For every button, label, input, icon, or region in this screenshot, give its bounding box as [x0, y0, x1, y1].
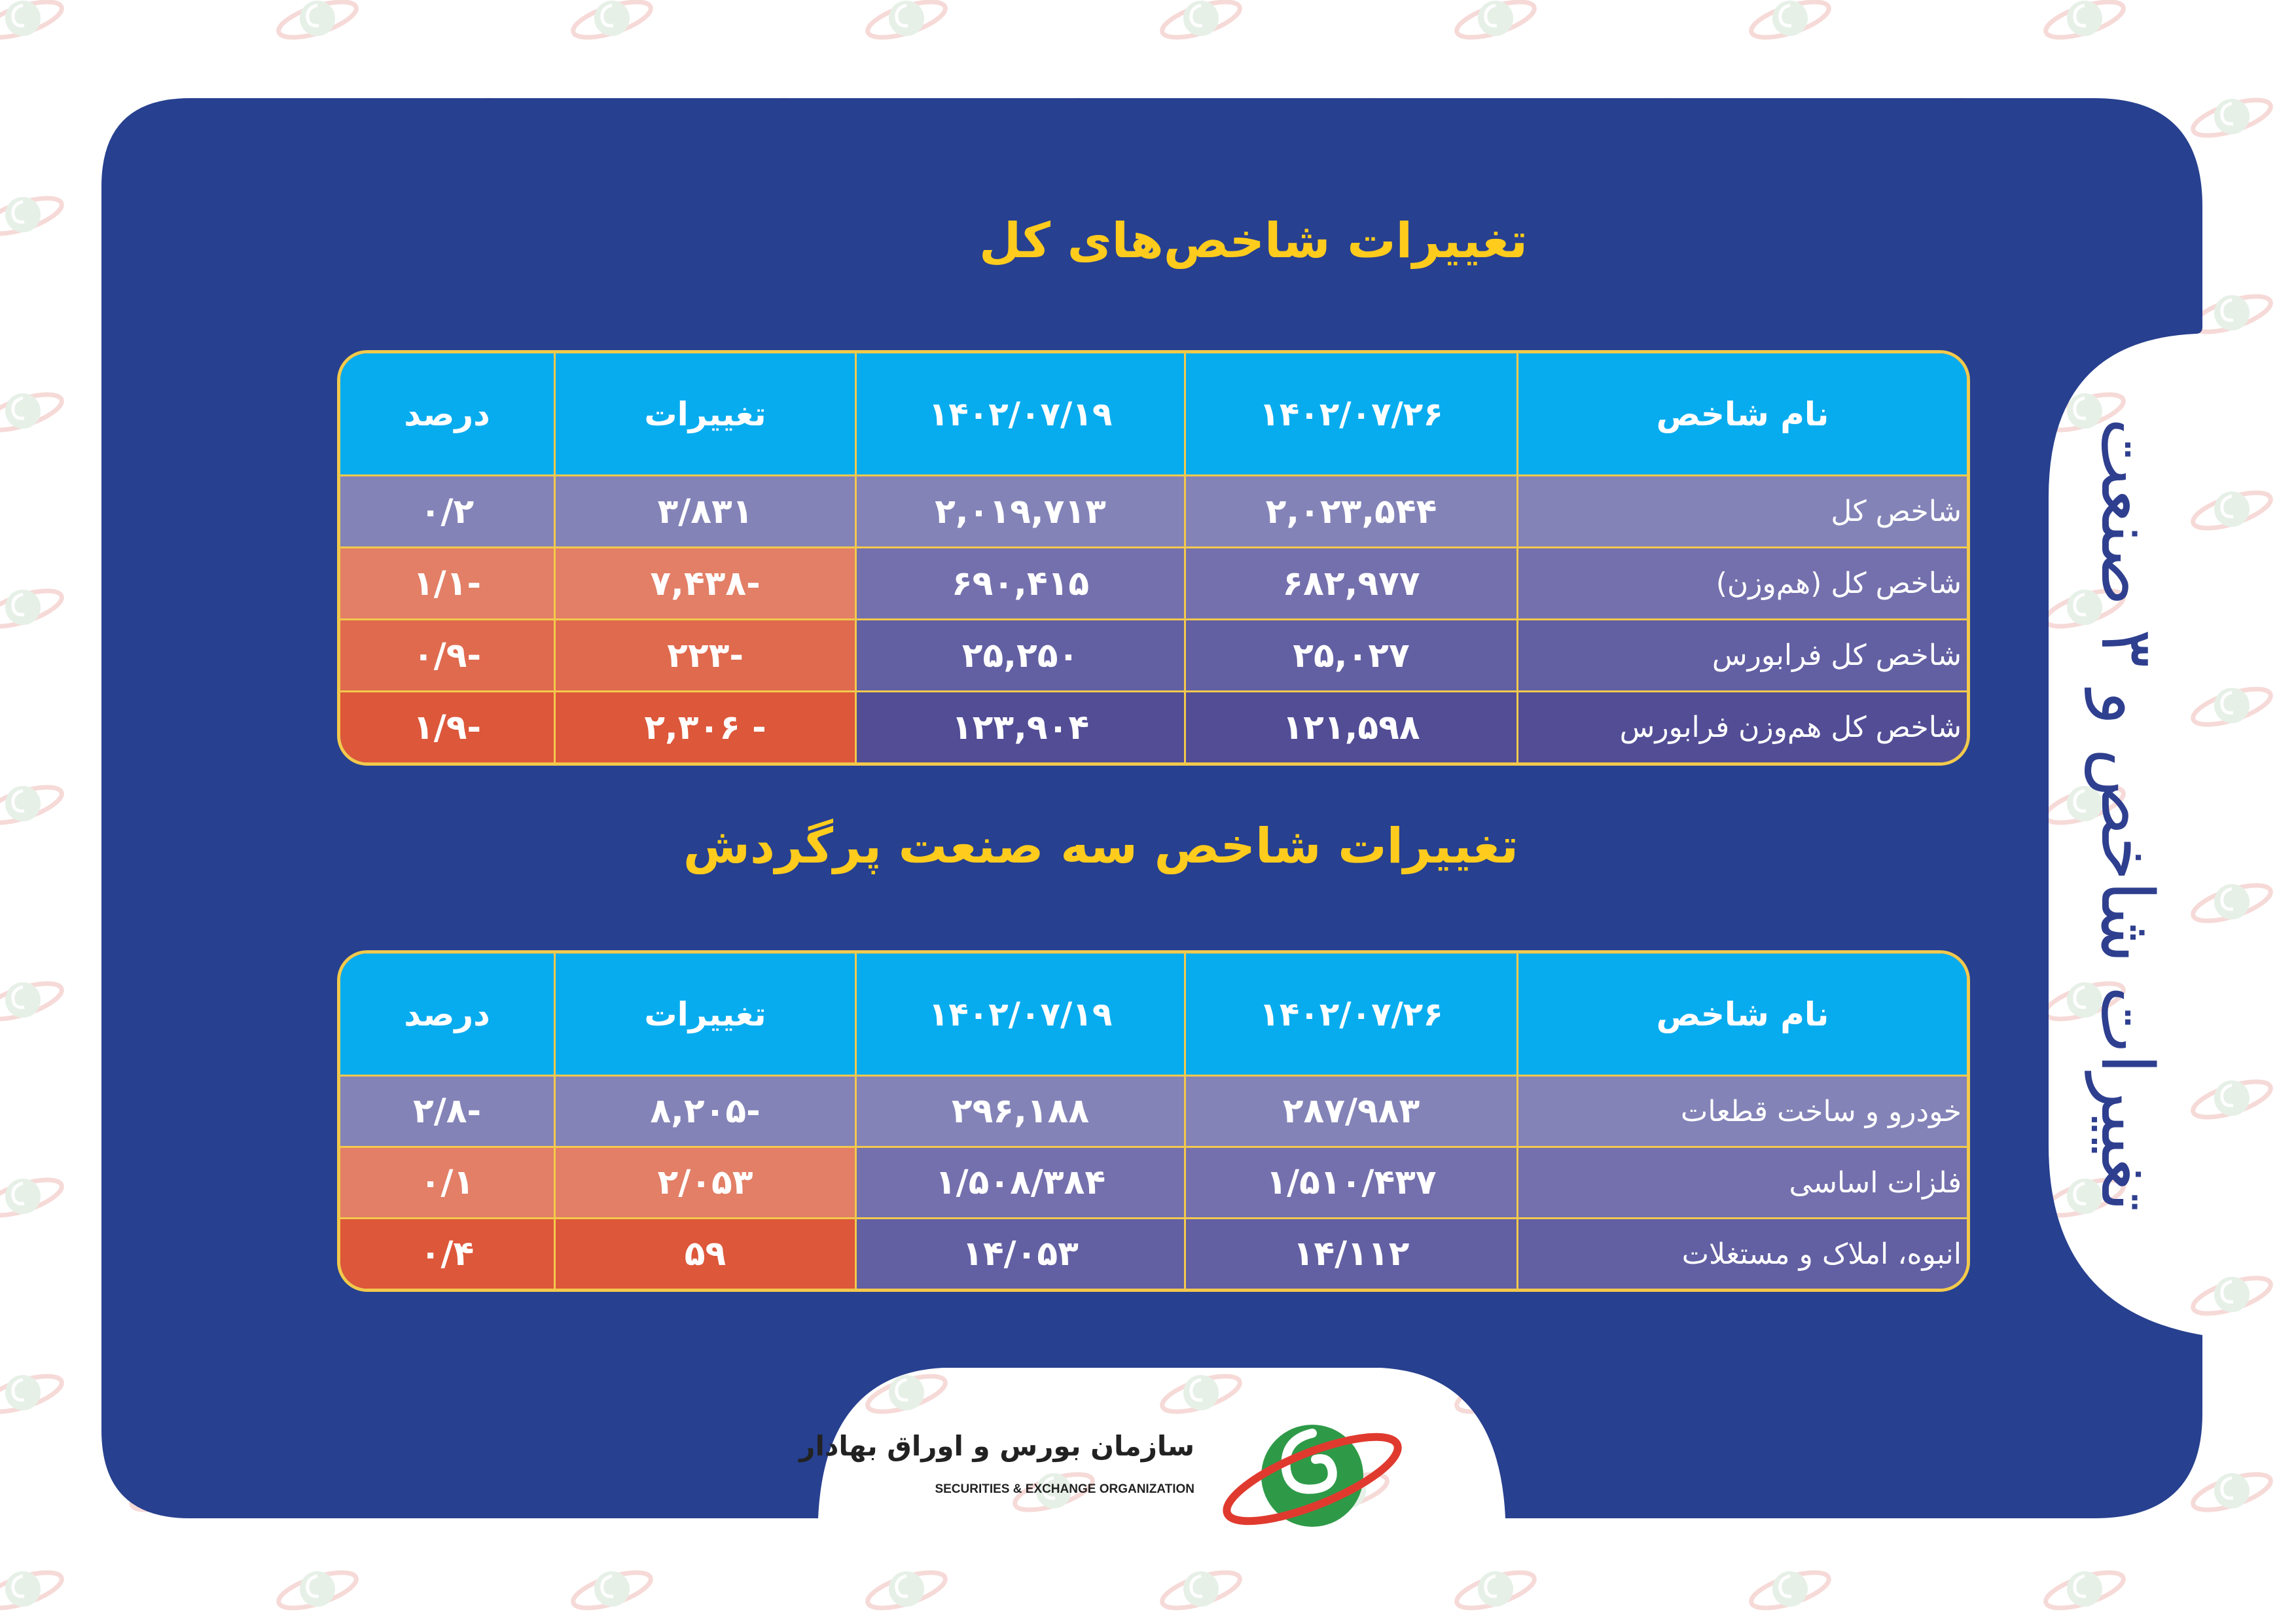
- side-title: تغییرات شاخص و ۳ صنعت: [2085, 418, 2169, 1212]
- header-change: تغییرات: [554, 954, 855, 1075]
- header-percent: درصد: [340, 954, 554, 1075]
- cell-change-value: -۷,۴۳۸: [554, 548, 855, 618]
- header-change: تغییرات: [554, 353, 855, 474]
- cell-date-2-value: ۶۹۰,۴۱۵: [855, 548, 1184, 618]
- cell-percent-value: -۱/۹: [340, 692, 554, 762]
- cell-change-value: -۸,۲۰۵: [554, 1077, 855, 1146]
- cell-date-2-value: ۲۹۶,۱۸۸: [855, 1077, 1184, 1146]
- cell-percent-value: ۰/۲: [340, 476, 554, 546]
- table-row: [340, 474, 1967, 546]
- table-row: [340, 690, 1967, 762]
- cell-change-value: -۲۲۳: [554, 620, 855, 690]
- cell-date-1-value: ۲۸۷/۹۸۳: [1184, 1077, 1516, 1146]
- cell-date-2-value: ۱/۵۰۸/۳۸۴: [855, 1148, 1184, 1217]
- cell-percent-value: -۲/۸: [340, 1077, 554, 1146]
- cell-index-name: شاخص کل فرابورس: [1516, 620, 1967, 690]
- cell-date-2-value: ۲,۰۱۹,۷۱۳: [855, 476, 1184, 546]
- cell-change-value: ۳/۸۳۱: [554, 476, 855, 546]
- table-row: [340, 546, 1967, 618]
- cell-index-name: شاخص کل هم‌وزن فرابورس: [1516, 692, 1967, 762]
- industries-table: [337, 950, 1970, 1292]
- table-row: [340, 618, 1967, 690]
- cell-date-2-value: ۱۴/۰۵۳: [855, 1219, 1184, 1289]
- cell-percent-value: -۰/۹: [340, 620, 554, 690]
- cell-date-1-value: ۲۵,۰۲۷: [1184, 620, 1516, 690]
- cell-index-name: شاخص کل: [1516, 476, 1967, 546]
- cell-percent-value: ۰/۱: [340, 1148, 554, 1217]
- cell-percent-value: -۱/۱: [340, 548, 554, 618]
- cell-date-2-value: ۲۵,۲۵۰: [855, 620, 1184, 690]
- cell-percent-value: ۰/۴: [340, 1219, 554, 1289]
- cell-date-1-value: ۱۲۱,۵۹۸: [1184, 692, 1516, 762]
- cell-change-value: ۵۹: [554, 1219, 855, 1289]
- cell-date-1-value: ۶۸۲,۹۷۷: [1184, 548, 1516, 618]
- cell-date-1-value: ۱/۵۱۰/۴۳۷: [1184, 1148, 1516, 1217]
- cell-date-1-value: ۲,۰۲۳,۵۴۴: [1184, 476, 1516, 546]
- table-header-row: [340, 353, 1967, 474]
- section-title-three-industries: تغییرات شاخص سه صنعت پرگردش: [683, 818, 1518, 874]
- organization-logo: [799, 1400, 1482, 1558]
- table-header-row: [340, 954, 1967, 1075]
- seo-emblem-icon: [1214, 1407, 1410, 1544]
- table-row: [340, 1217, 1967, 1289]
- table-row: [340, 1075, 1967, 1146]
- overall-indices-table: [337, 350, 1970, 766]
- header-percent: درصد: [340, 353, 554, 474]
- cell-date-2-value: ۱۲۳,۹۰۴: [855, 692, 1184, 762]
- cell-change-value: - ۲,۳۰۶: [554, 692, 855, 762]
- header-date-2: ۱۴۰۲/۰۷/۱۹: [855, 954, 1184, 1075]
- header-index-name: نام شاخص: [1516, 954, 1967, 1075]
- cell-index-name: فلزات اساسی: [1516, 1148, 1967, 1217]
- header-index-name: نام شاخص: [1516, 353, 1967, 474]
- cell-index-name: انبوه، املاک و مستغلات: [1516, 1219, 1967, 1289]
- cell-date-1-value: ۱۴/۱۱۲: [1184, 1219, 1516, 1289]
- header-date-1: ۱۴۰۲/۰۷/۲۶: [1184, 353, 1516, 474]
- logo-name-en: SECURITIES & EXCHANGE ORGANIZATION: [935, 1482, 1194, 1496]
- table-row: [340, 1146, 1967, 1217]
- cell-change-value: ۲/۰۵۳: [554, 1148, 855, 1217]
- cell-index-name: خودرو و ساخت قطعات: [1516, 1077, 1967, 1146]
- header-date-1: ۱۴۰۲/۰۷/۲۶: [1184, 954, 1516, 1075]
- cell-index-name: شاخص کل (هم‌وزن): [1516, 548, 1967, 618]
- section-title-overall-indices: تغییرات شاخص‌های کل: [978, 213, 1528, 269]
- header-date-2: ۱۴۰۲/۰۷/۱۹: [855, 353, 1184, 474]
- logo-name-fa: سازمان بورس و اوراق بهادار: [799, 1430, 1194, 1462]
